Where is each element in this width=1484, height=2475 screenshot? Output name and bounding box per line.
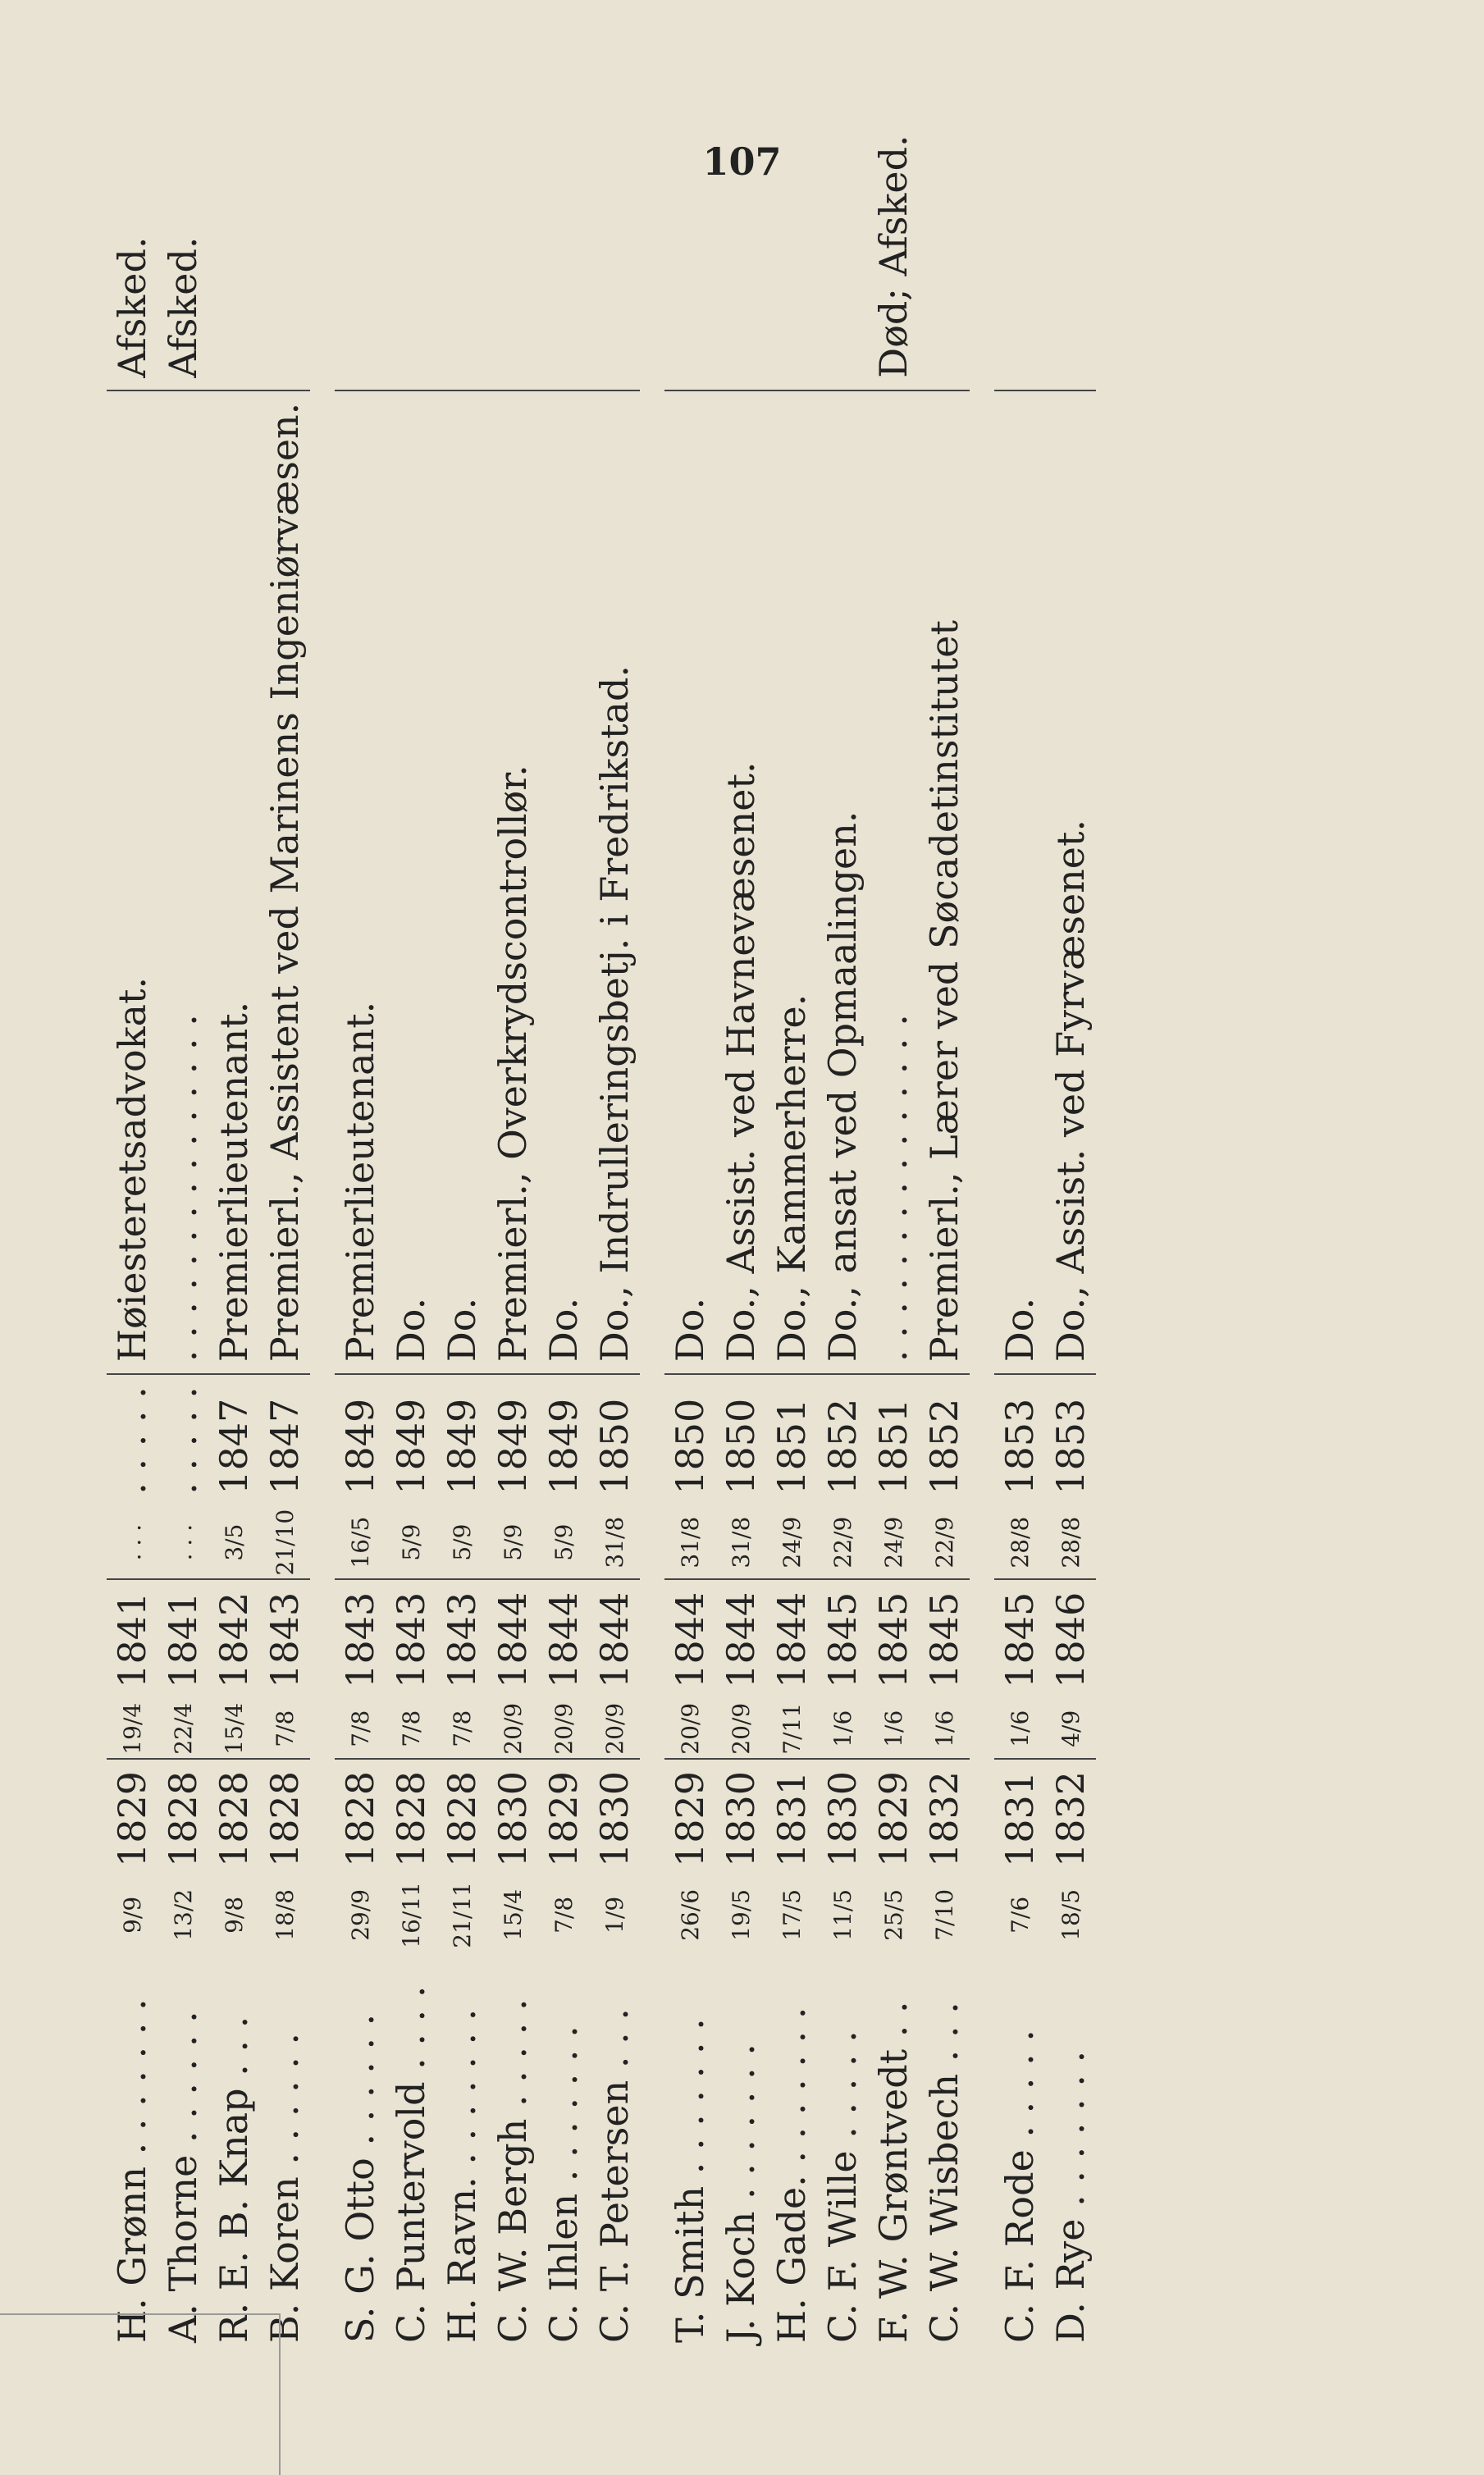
cell-y3: 1849 bbox=[440, 1398, 484, 1495]
cell-rank: Do. bbox=[664, 390, 715, 1374]
cell-name: R. E. B. Knap . . . bbox=[212, 2016, 256, 2343]
cell-remark bbox=[538, 123, 589, 390]
cell-name: C. Puntervold . . . . bbox=[389, 1985, 433, 2343]
cell-f2: 7/8 bbox=[259, 1700, 310, 1759]
cell-f2: 4/9 bbox=[1045, 1700, 1096, 1759]
cell-f2: 20/9 bbox=[538, 1700, 589, 1759]
cell-f1: 7/8 bbox=[550, 1896, 578, 1934]
cell-y2: 1844 bbox=[491, 1591, 535, 1688]
cell-rank: Do. bbox=[994, 390, 1045, 1374]
cell-rank: Do. bbox=[386, 390, 436, 1374]
cell-y3: 1850 bbox=[592, 1398, 637, 1495]
cell-y3: 1849 bbox=[541, 1398, 586, 1495]
cell-remark: Afsked. bbox=[158, 123, 208, 390]
cell-f2: 1/6 bbox=[868, 1700, 919, 1759]
cell-f3: 16/5 bbox=[335, 1506, 386, 1580]
cell-f2: 1/6 bbox=[817, 1700, 868, 1759]
cell-y3: 1852 bbox=[922, 1398, 966, 1495]
cell-y1: 1832 bbox=[922, 1770, 966, 1867]
cell-f1: 15/4 bbox=[499, 1888, 527, 1941]
cell-rank: Premierl., Lærer ved Søcadetinstitutet bbox=[919, 390, 970, 1374]
cell-remark bbox=[994, 123, 1045, 390]
cell-f2: 19/4 bbox=[107, 1700, 158, 1759]
cell-name: C. W. Bergh . . . . . bbox=[491, 1998, 535, 2343]
cell-rank: Premierlieutenant. bbox=[208, 390, 259, 1374]
cell-remark bbox=[919, 123, 970, 390]
cell-rank: Høiesteretsadvokat. bbox=[107, 390, 158, 1374]
cell-y2: 1841 bbox=[110, 1591, 154, 1688]
cell-y2: 1843 bbox=[338, 1591, 382, 1688]
cell-f3: 31/8 bbox=[589, 1506, 640, 1580]
cell-remark: Død; Afsked. bbox=[868, 123, 919, 390]
cell-f1: 9/8 bbox=[220, 1896, 248, 1934]
cell-y2: 1841 bbox=[161, 1591, 205, 1688]
cell-f1: 26/6 bbox=[676, 1888, 704, 1941]
cell-rank: . . . . . . . . . . . . . . . bbox=[868, 390, 919, 1374]
cell-f1: 18/8 bbox=[271, 1888, 299, 1941]
cell-remark bbox=[436, 123, 487, 390]
cell-y1: 1829 bbox=[668, 1770, 712, 1867]
cell-rank: Do. bbox=[538, 390, 589, 1374]
cell-rank: Do., Kammerherre. bbox=[766, 390, 817, 1374]
cell-f1: 16/11 bbox=[397, 1882, 425, 1948]
cell-f2: 7/8 bbox=[386, 1700, 436, 1759]
cell-rank: Do. bbox=[436, 390, 487, 1374]
cell-f1: 18/5 bbox=[1057, 1888, 1084, 1941]
cell-f3: 22/9 bbox=[919, 1506, 970, 1580]
cell-y2: 1845 bbox=[922, 1591, 966, 1688]
cell-f1: 7/6 bbox=[1006, 1896, 1034, 1934]
cell-f3: 5/9 bbox=[386, 1506, 436, 1580]
cell-name: H. Ravn. . . . . . . . bbox=[440, 2008, 484, 2343]
cell-y1: 1830 bbox=[592, 1770, 637, 1867]
cell-name: S. G. Otto . . . . . . bbox=[338, 2013, 382, 2343]
cell-rank: Premierlieutenant. bbox=[335, 390, 386, 1374]
cell-y3: 1853 bbox=[1048, 1398, 1093, 1495]
cell-y1: 1830 bbox=[491, 1770, 535, 1867]
table-row bbox=[868, 123, 919, 2354]
cell-y1: 1830 bbox=[820, 1770, 865, 1867]
cell-y2: 1845 bbox=[998, 1591, 1042, 1688]
cell-y3: 1851 bbox=[769, 1398, 814, 1495]
cell-remark bbox=[766, 123, 817, 390]
cell-y2: 1844 bbox=[769, 1591, 814, 1688]
cell-f2: 20/9 bbox=[664, 1700, 715, 1759]
cell-f2: 20/9 bbox=[589, 1700, 640, 1759]
cell-y1: 1828 bbox=[440, 1770, 484, 1867]
cell-y2: 1845 bbox=[871, 1591, 916, 1688]
cell-f1: 19/5 bbox=[727, 1888, 755, 1941]
cell-f2: 20/9 bbox=[715, 1700, 766, 1759]
cell-f2: 1/6 bbox=[994, 1700, 1045, 1759]
cell-y3: 1850 bbox=[719, 1398, 763, 1495]
table-row bbox=[715, 123, 766, 2354]
cell-f3: . . . bbox=[158, 1506, 208, 1580]
cell-remark bbox=[208, 123, 259, 390]
table-row bbox=[158, 123, 208, 2354]
cell-name: J. Koch . . . . . . . bbox=[719, 2043, 763, 2343]
cell-y2: 1843 bbox=[263, 1591, 307, 1688]
table-row bbox=[919, 123, 970, 2354]
cell-f1: 1/9 bbox=[600, 1896, 628, 1934]
cell-name: T. Smith . . . . . . . bbox=[668, 2018, 712, 2343]
cell-f3: 24/9 bbox=[766, 1506, 817, 1580]
cell-y1: 1829 bbox=[110, 1770, 154, 1867]
table-row bbox=[1045, 123, 1096, 2354]
cell-y3: . . . . . bbox=[110, 1386, 154, 1495]
officer-table bbox=[107, 123, 1096, 2354]
table-row bbox=[589, 123, 640, 2354]
cell-y2: 1846 bbox=[1048, 1591, 1093, 1688]
cell-y2: 1843 bbox=[389, 1591, 433, 1688]
cell-y1: 1828 bbox=[338, 1770, 382, 1867]
cell-y1: 1829 bbox=[871, 1770, 916, 1867]
cell-y1: 1831 bbox=[998, 1770, 1042, 1867]
cell-f3: 28/8 bbox=[994, 1506, 1045, 1580]
table-row bbox=[335, 123, 386, 2354]
table-row bbox=[487, 123, 538, 2354]
cell-rank: Do., ansat ved Opmaalingen. bbox=[817, 390, 868, 1374]
cell-y3: 1849 bbox=[491, 1398, 535, 1495]
cell-name: H. Gade. . . . . . . . bbox=[769, 2007, 814, 2343]
cell-y1: 1829 bbox=[541, 1770, 586, 1867]
cell-f3: 31/8 bbox=[715, 1506, 766, 1580]
cell-f3: 5/9 bbox=[538, 1506, 589, 1580]
cell-name: F. W. Grøntvedt . . bbox=[871, 2001, 916, 2343]
cell-y3: 1850 bbox=[668, 1398, 712, 1495]
cell-y3: 1853 bbox=[998, 1398, 1042, 1495]
cell-y2: 1844 bbox=[719, 1591, 763, 1688]
table-row bbox=[664, 123, 715, 2354]
cell-rank: . . . . . . . . . . . . . . . bbox=[158, 390, 208, 1374]
group-spacer bbox=[310, 123, 335, 2354]
cell-y1: 1828 bbox=[263, 1770, 307, 1867]
cell-remark bbox=[715, 123, 766, 390]
cell-y2: 1844 bbox=[541, 1591, 586, 1688]
cell-y3: 1847 bbox=[212, 1398, 256, 1495]
cell-y1: 1832 bbox=[1048, 1770, 1093, 1867]
cell-y1: 1830 bbox=[719, 1770, 763, 1867]
cell-f2: 7/8 bbox=[335, 1700, 386, 1759]
table-row bbox=[538, 123, 589, 2354]
cell-f1: 21/11 bbox=[448, 1882, 476, 1948]
cell-f2: 1/6 bbox=[919, 1700, 970, 1759]
cell-f3: 5/9 bbox=[436, 1506, 487, 1580]
cell-y3: 1849 bbox=[389, 1398, 433, 1495]
cell-f1: 11/5 bbox=[829, 1888, 856, 1941]
cell-y2: 1842 bbox=[212, 1591, 256, 1688]
cell-y3: 1847 bbox=[263, 1398, 307, 1495]
cell-name: C. T. Petersen . . . bbox=[592, 2008, 637, 2343]
table-row bbox=[436, 123, 487, 2354]
cell-y1: 1828 bbox=[212, 1770, 256, 1867]
cell-name: C. W. Wisbech . . . bbox=[922, 2002, 966, 2343]
cell-remark: Afsked. bbox=[107, 123, 158, 390]
cell-f3: 5/9 bbox=[487, 1506, 538, 1580]
cell-y1: 1828 bbox=[389, 1770, 433, 1867]
cell-f2: 20/9 bbox=[487, 1700, 538, 1759]
cell-rank: Premierl., Overkrydscontrollør. bbox=[487, 390, 538, 1374]
cell-f3: 31/8 bbox=[664, 1506, 715, 1580]
cell-rank: Do., Assist. ved Fyrvæsenet. bbox=[1045, 390, 1096, 1374]
cell-remark bbox=[664, 123, 715, 390]
cell-f3: 24/9 bbox=[868, 1506, 919, 1580]
cell-f3: 3/5 bbox=[208, 1506, 259, 1580]
cell-f1: 7/10 bbox=[930, 1888, 958, 1941]
cell-remark bbox=[335, 123, 386, 390]
table-row bbox=[259, 123, 310, 2354]
cell-f2: 7/11 bbox=[766, 1700, 817, 1759]
cell-remark bbox=[487, 123, 538, 390]
cell-remark bbox=[589, 123, 640, 390]
group-spacer bbox=[970, 123, 994, 2354]
group-spacer bbox=[640, 123, 664, 2354]
cell-name: H. Grønn . . . . . . . bbox=[110, 1998, 154, 2343]
cell-f3: 28/8 bbox=[1045, 1506, 1096, 1580]
table-row bbox=[107, 123, 158, 2354]
cell-y2: 1844 bbox=[592, 1591, 637, 1688]
cell-y1: 1831 bbox=[769, 1770, 814, 1867]
cell-remark bbox=[386, 123, 436, 390]
cell-name: A. Thorne . . . . . . bbox=[161, 2011, 205, 2343]
cell-y1: 1828 bbox=[161, 1770, 205, 1867]
cell-f1: 17/5 bbox=[778, 1888, 806, 1941]
cell-f3: 21/10 bbox=[259, 1506, 310, 1580]
cell-f1: 29/9 bbox=[346, 1888, 374, 1941]
cell-name: C. F. Rode . . . . . bbox=[998, 2029, 1042, 2343]
cell-name: C. Ihlen . . . . . . . bbox=[541, 2025, 586, 2343]
cell-f2: 22/4 bbox=[158, 1700, 208, 1759]
cell-y2: 1843 bbox=[440, 1591, 484, 1688]
cell-y3: 1852 bbox=[820, 1398, 865, 1495]
cell-rank: Premierl., Assistent ved Marinens Ingeniørvæsen. bbox=[259, 390, 310, 1374]
cell-y3: 1851 bbox=[871, 1398, 916, 1495]
cell-f1: 9/9 bbox=[118, 1896, 146, 1934]
cell-name: D. Rye . . . . . . . bbox=[1048, 2050, 1093, 2343]
cell-rank: Do., Assist. ved Havnevæsenet. bbox=[715, 390, 766, 1374]
catalog-label-frame bbox=[0, 2313, 281, 2475]
cell-y2: 1845 bbox=[820, 1591, 865, 1688]
table-row bbox=[766, 123, 817, 2354]
cell-y3: . . . . . bbox=[161, 1386, 205, 1495]
cell-remark bbox=[817, 123, 868, 390]
table-row bbox=[208, 123, 259, 2354]
table-row bbox=[817, 123, 868, 2354]
cell-f2: 7/8 bbox=[436, 1700, 487, 1759]
cell-f3: 22/9 bbox=[817, 1506, 868, 1580]
cell-name: C. F. Wille . . . . . bbox=[820, 2030, 865, 2343]
cell-rank: Do., Indrulleringsbetj. i Fredrikstad. bbox=[589, 390, 640, 1374]
table-row bbox=[386, 123, 436, 2354]
page-number: 107 bbox=[702, 139, 782, 184]
cell-y2: 1844 bbox=[668, 1591, 712, 1688]
table-row bbox=[994, 123, 1045, 2354]
cell-remark bbox=[1045, 123, 1096, 390]
cell-name: B. Koren . . . . . . bbox=[263, 2032, 307, 2343]
cell-f2: 15/4 bbox=[208, 1700, 259, 1759]
cell-f1: 13/2 bbox=[169, 1888, 197, 1941]
cell-f1: 25/5 bbox=[879, 1888, 907, 1941]
cell-f3: . . . bbox=[107, 1506, 158, 1580]
officer-table-rotated bbox=[107, 123, 1296, 2354]
cell-y3: 1849 bbox=[338, 1398, 382, 1495]
cell-remark bbox=[259, 123, 310, 390]
